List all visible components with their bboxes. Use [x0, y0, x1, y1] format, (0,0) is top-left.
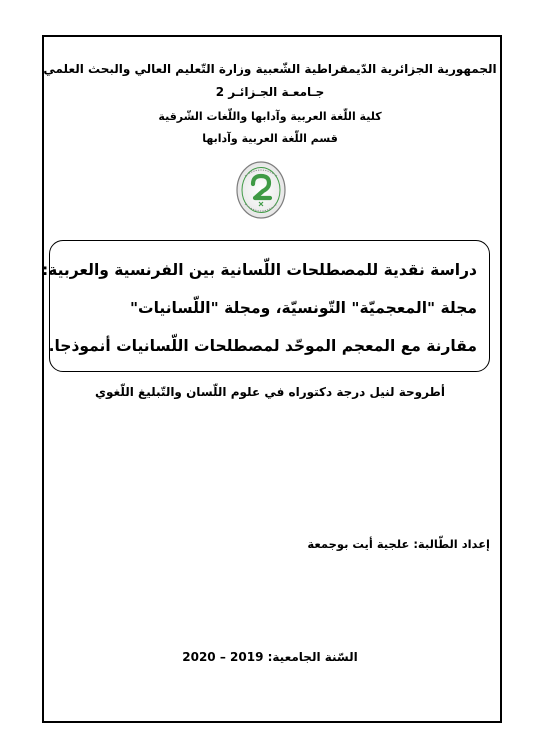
academic-year-value: 2019 – 2020	[182, 650, 264, 664]
thesis-title-line-1: دراسة نقدية للمصطلحات اللّسانية بين الفرنسية والعربية:	[41, 261, 477, 279]
university-seal-icon	[235, 160, 287, 220]
thesis-title-line-3: مقارنة مع المعجم الموحّد لمصطلحات اللّسانيات أنموذجا.	[48, 337, 477, 355]
thesis-title-line-2: مجلة "المعجميّة" التّونسيّة، ومجلة "اللّسانيات"	[129, 299, 477, 317]
academic-year-label: السّنة الجامعية:	[267, 650, 358, 664]
thesis-title-box	[41, 240, 490, 372]
university-name: جـامعـة الجـزائـر 2	[215, 85, 325, 99]
thesis-purpose: أطروحة لنيل درجة دكتوراه في علوم اللّسان والتّبليغ اللّغوي	[95, 385, 445, 399]
department-name: قسم اللّغة العربية وآدابها	[202, 132, 338, 145]
faculty-name: كلية اللّغة العربية وآدابها واللّغات الشّرقية	[158, 110, 382, 123]
author-line: إعداد الطّالبة: علجية أيت بوجمعة	[307, 537, 490, 551]
ministry-header: الجمهورية الجزائرية الدّيمقراطية الشّعبية وزارة التّعليم العالي والبحث العلمي	[43, 62, 497, 76]
academic-year	[0, 650, 540, 664]
